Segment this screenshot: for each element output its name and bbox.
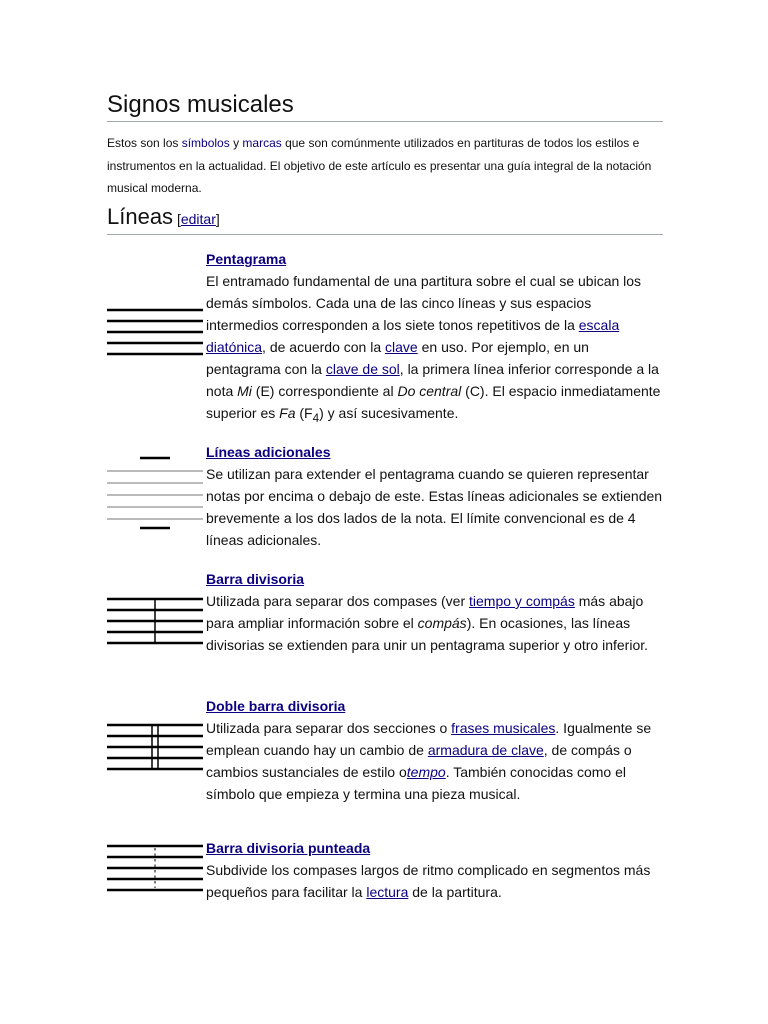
intro-text: Estos son los [107,136,182,150]
entry-title-pentagrama[interactable]: Pentagrama [206,251,287,267]
link-frases-musicales[interactable]: frases musicales [451,720,556,736]
entry-description [206,859,666,903]
description-text: , de compás o cambios sustanciales de estilo o [206,742,632,780]
description-text: . Igualmente se emplean cuando hay un cambio de [206,720,652,758]
description-text: (C). El espacio inmediatamente superior es [206,383,661,421]
entry-description [206,590,666,656]
note-name-fa: Fa [279,405,296,421]
description-text: , la primera línea inferior corresponde a la nota [206,361,659,399]
description-text: ). En ocasiones, las líneas divisorias se extienden para unir un pentagrama superior y otro inferior. [206,615,649,653]
description-text: de la partitura. [408,884,502,900]
description-text: , de acuerdo con la [262,339,386,355]
link-clave-de-sol[interactable]: clave de sol [325,361,400,377]
link-tiempo-y-compas[interactable]: tiempo y compás [469,593,575,609]
link-simbolos[interactable]: símbolos [181,136,230,150]
entry-title-lineas-adicionales[interactable]: Líneas adicionales [206,444,331,460]
description-text: El entramado fundamental de una partitura sobre el cual se ubican los demás símbolos. Cada una de las cinco líneas y sus espacios intermedios corresponden a los siete tonos repetitivos de la [206,273,642,333]
entry-text [206,568,666,656]
compas-term: compás [417,615,467,631]
description-text: (F [295,405,313,421]
double-bar-line-icon [107,723,203,775]
link-armadura-de-clave[interactable]: armadura de clave [427,742,544,758]
entry-description: Se utilizan para extender el pentagrama cuando se quieren representar notas por encima o debajo de este. Estas líneas adicionales se extienden brevemente a los dos lados de la nota. El límite convencional es de 4 líneas adicionales. [206,466,663,548]
ledger-lines-icon [107,455,203,531]
octave-subscript: 4 [312,411,320,425]
entry-description [206,270,666,430]
description-text: en uso. Por ejemplo, en un pentagrama con la [206,339,589,377]
description-text: (E) correspondiente al [251,383,398,399]
entry-title-barra-divisoria-punteada[interactable]: Barra divisoria punteada [206,840,371,856]
description-text: Utilizada para separar dos secciones o [206,720,452,736]
edit-bracket-open: [ [173,211,181,227]
link-lectura[interactable]: lectura [366,884,409,900]
note-name-mi: Mi [237,383,252,399]
description-text: Subdivide los compases largos de ritmo complicado en segmentos más pequeños para facilitar la [206,862,651,900]
section-heading-lineas [107,203,663,235]
link-marcas[interactable]: marcas [242,136,282,150]
entry-description [206,717,666,805]
entry-text [206,695,666,805]
entry-title-barra-divisoria[interactable]: Barra divisoria [206,571,305,587]
description-text: más abajo para ampliar información sobre el [206,593,644,631]
dotted-bar-line-icon [107,844,203,894]
intro-paragraph [107,132,663,200]
description-text: ) y así sucesivamente. [319,405,459,421]
edit-section [173,211,220,227]
entry-text [206,248,666,430]
link-escala-diatonica[interactable]: escala diatónica [206,317,620,355]
link-tempo[interactable]: tempo [406,764,446,780]
edit-bracket-close: ] [215,211,220,227]
intro-text: y [229,136,243,150]
entry-title-doble-barra-divisoria[interactable]: Doble barra divisoria [206,698,346,714]
do-central-term: Do central [397,383,462,399]
entry-text [206,837,666,903]
edit-link[interactable]: editar [180,211,216,227]
description-text: Utilizada para separar dos compases (ver [206,593,470,609]
description-text: . También conocidas como el símbolo que empieza y termina una pieza musical. [206,764,626,802]
link-clave[interactable]: clave [385,339,418,355]
section-title: Líneas [107,204,174,229]
bar-line-icon [107,597,203,649]
intro-text: que son comúnmente utilizados en partituras de todos los estilos e instrumentos en la actualidad. El objetivo de este artículo es presentar una guía integral de la notación musical moderna. [107,136,652,195]
page-title: Signos musicales [107,90,663,122]
staff-icon [107,308,203,358]
entry-text [206,441,666,551]
